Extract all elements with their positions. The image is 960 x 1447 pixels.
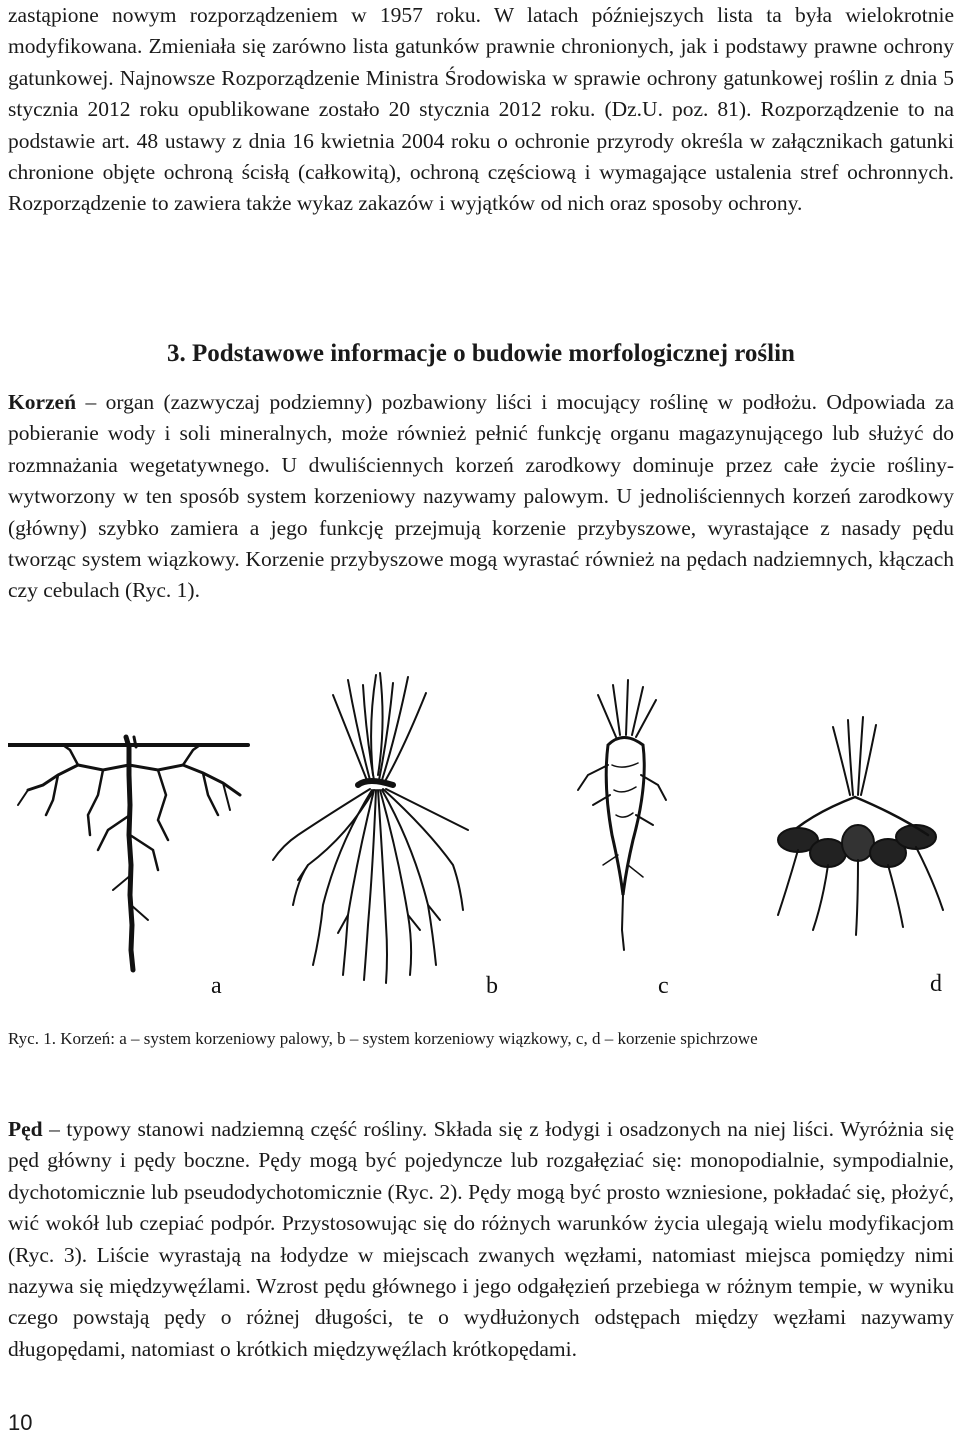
paragraph-shoot: [8, 1114, 954, 1365]
paragraph-legal-history: zastąpione nowym rozporządzeniem w 1957 roku. W latach późniejszych lista ta była wielokrotnie modyfikowana. Zmieniała się zarówno lista gatunków prawnie chronionych, jak i podstawy prawne ochrony gatunkowej. Najnowsze Rozporządzenie Ministra Środowiska w sprawie ochrony gatunkowej roślin z dnia 5 stycznia 2012 roku opublikowane zostało 20 stycznia 2012 roku. (Dz.U. poz. 81). Rozporządzenie to na podstawie art. 48 ustawy z dnia 16 kwietnia 2004 roku o ochronie przyrody określa w załącznikach gatunki chronione objęte ochroną ścisłą (całkowitą), ochroną częściową i wymagające ustalenia stref ochronnych. Rozporządzenie to zawiera także wykaz zakazów i wyjątków od nich oraz sposoby ochrony.: [8, 3, 954, 216]
figure-label-c: c: [658, 973, 669, 999]
fibrous-root-drawing: [273, 673, 468, 983]
tuberous-roots-drawing: [778, 717, 943, 935]
paragraph-root: [8, 387, 954, 607]
figure-label-b: b: [486, 973, 498, 999]
figure-caption: Ryc. 1. Korzeń: a – system korzeniowy palowy, b – system korzeniowy wiązkowy, c, d – korzenie spichrzowe: [8, 1029, 758, 1048]
root-systems-illustration: [8, 665, 960, 1005]
storage-taproot-drawing: [578, 680, 666, 950]
term-shoot: Pęd: [8, 1117, 43, 1141]
taproot-drawing: [8, 737, 248, 970]
root-systems-figure: [8, 665, 960, 1005]
figure-label-a: a: [211, 973, 222, 999]
figure-label-d: d: [930, 971, 942, 997]
page-number: 10: [8, 1410, 33, 1435]
shoot-definition: – typowy stanowi nadziemną część rośliny. Składa się z łodygi i osadzonych na niej liści. Wyróżnia się pęd główny i pędy boczne. Pędy mogą być pojedyncze lub rozgałęziać się: monopodialnie, sympodialnie, dychotomicznie lub pseudodychotomicznie (Ryc. 2). Pędy mogą być prosto wzniesione, pokładać się, płożyć, wić wokół lub czepiać podpór. Przystosowując się do różnych warunków życia ulegają wielu modyfikacjom (Ryc. 3). Liście wyrastają na łodydze w miejscach zwanych węzłami, natomiast miejsca pomiędzy nimi nazywa się międzywęźlami. Wzrost pędu głównego i jego odgałęzień przebiega w różnym tempie, w wyniku czego powstają pędy o różnej długości, te o wydłużonych odstępach między węzłami nazywamy długopędami, natomiast o krótkich międzywęźlach krótkopędami.: [8, 1117, 954, 1361]
root-definition: – organ (zazwyczaj podziemny) pozbawiony liści i mocujący roślinę w podłożu. Odpowiada za pobieranie wody i soli mineralnych, może również pełnić funkcję organu magazynującego lub służyć do rozmnażania wegetatywnego. U dwuliściennych korzeń zarodkowy dominuje przez całe życie rośliny- wytworzony w ten sposób system korzeniowy nazywamy palowym. U jednoliściennych korzeń zarodkowy (główny) szybko zamiera a jego funkcję przejmują korzenie przybyszowe, wyrastające z nasady pędu tworząc system wiązkowy. Korzenie przybyszowe mogą wyrastać również na pędach nadziemnych, kłączach czy cebulach (Ryc. 1).: [8, 390, 954, 603]
section-heading: 3. Podstawowe informacje o budowie morfologicznej roślin: [167, 340, 795, 367]
term-root: Korzeń: [8, 390, 77, 414]
